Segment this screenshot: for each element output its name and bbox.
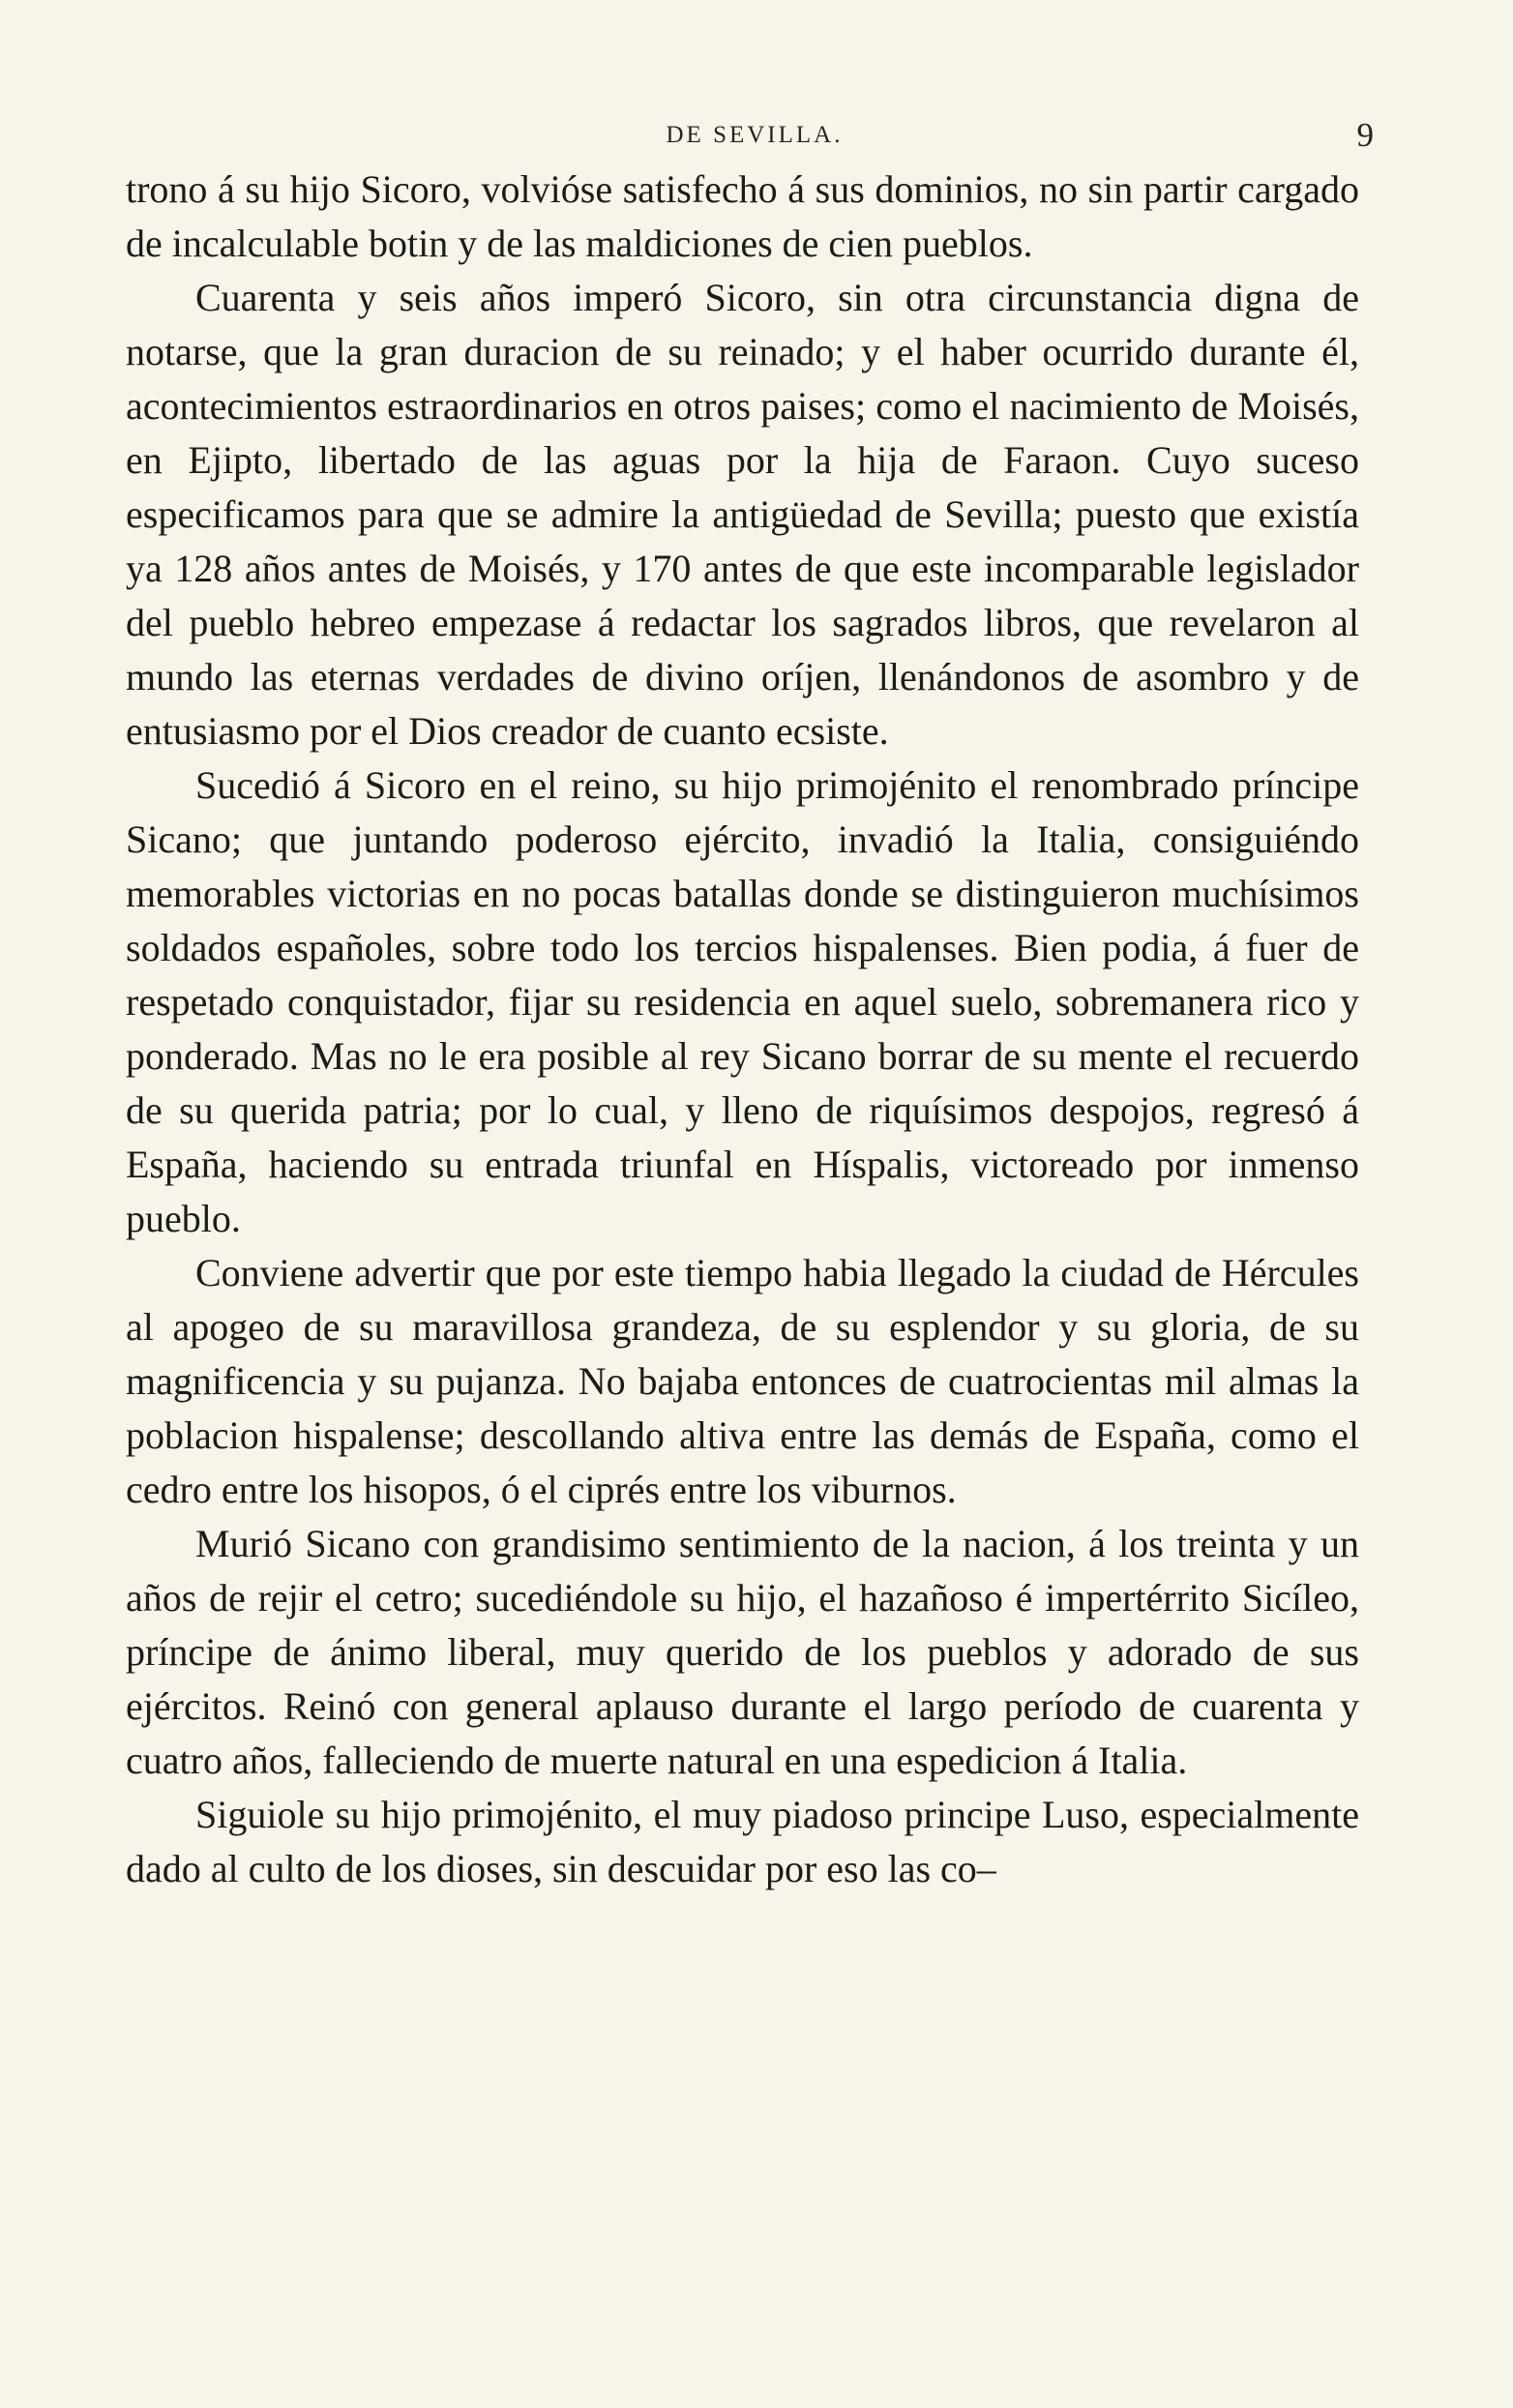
paragraph-4: Conviene advertir que por este tiempo habia llegado la ciudad de Hércules al apogeo de su maravillosa grandeza, de su esplendor y su gloria, de su magnificencia y su pujanza. No bajaba entonces de cuatrocientas mil almas la poblacion hispalense; descollando altiva entre las demás de España, como el cedro entre los hisopos, ó el ciprés entre los viburnos. [126,1251,1359,1511]
page-header [126,116,1383,155]
paragraph-1: trono á su hijo Sicoro, volvióse satisfecho á sus dominios, no sin partir cargado de incalculable botin y de las maldiciones de cien pueblos. [126,167,1359,265]
paragraph-3: Sucedió á Sicoro en el reino, su hijo primojénito el renombrado príncipe Sicano; que juntando poderoso ejército, invadió la Italia, consiguiéndo memorables victorias en no pocas batallas donde se distinguieron muchísimos soldados españoles, sobre todo los tercios hispalenses. Bien podia, á fuer de respetado conquistador, fijar su residencia en aquel suelo, sobremanera rico y ponderado. Mas no le era posible al rey Sicano borrar de su mente el recuerdo de su querida patria; por lo cual, y lleno de riquísimos despojos, regresó á España, haciendo su entrada triunfal en Híspalis, victoreado por inmenso pueblo. [126,763,1359,1240]
body-text [126,163,1359,1896]
paragraph-6: Siguiole su hijo primojénito, el muy piadoso principe Luso, especialmente dado al culto de los dioses, sin descuidar por eso las co– [126,1793,1359,1890]
paragraph-5: Murió Sicano con grandisimo sentimiento de la nacion, á los treinta y un años de rejir el cetro; sucediéndole su hijo, el hazañoso é impertérrito Sicíleo, príncipe de ánimo liberal, muy querido de los pueblos y adorado de sus ejércitos. Reinó con general aplauso durante el largo período de cuarenta y cuatro años, falleciendo de muerte natural en una espedicion á Italia. [126,1522,1359,1782]
running-head: DE SEVILLA. [666,122,844,148]
paragraph-2: Cuarenta y seis años imperó Sicoro, sin otra circunstancia digna de notarse, que la gran duracion de su reinado; y el haber ocurrido durante él, acontecimientos estraordinarios en otros paises; como el nacimiento de Moisés, en Ejipto, libertado de las aguas por la hija de Faraon. Cuyo suceso especificamos para que se admire la antigüedad de Sevilla; puesto que existía ya 128 años antes de Moisés, y 170 antes de que este incomparable legislador del pueblo hebreo empezase á redactar los sagrados libros, que revelaron al mundo las eternas verdades de divino oríjen, llenándonos de asombro y de entusiasmo por el Dios creador de cuanto ecsiste. [126,276,1359,753]
page-number: 9 [1356,116,1374,154]
